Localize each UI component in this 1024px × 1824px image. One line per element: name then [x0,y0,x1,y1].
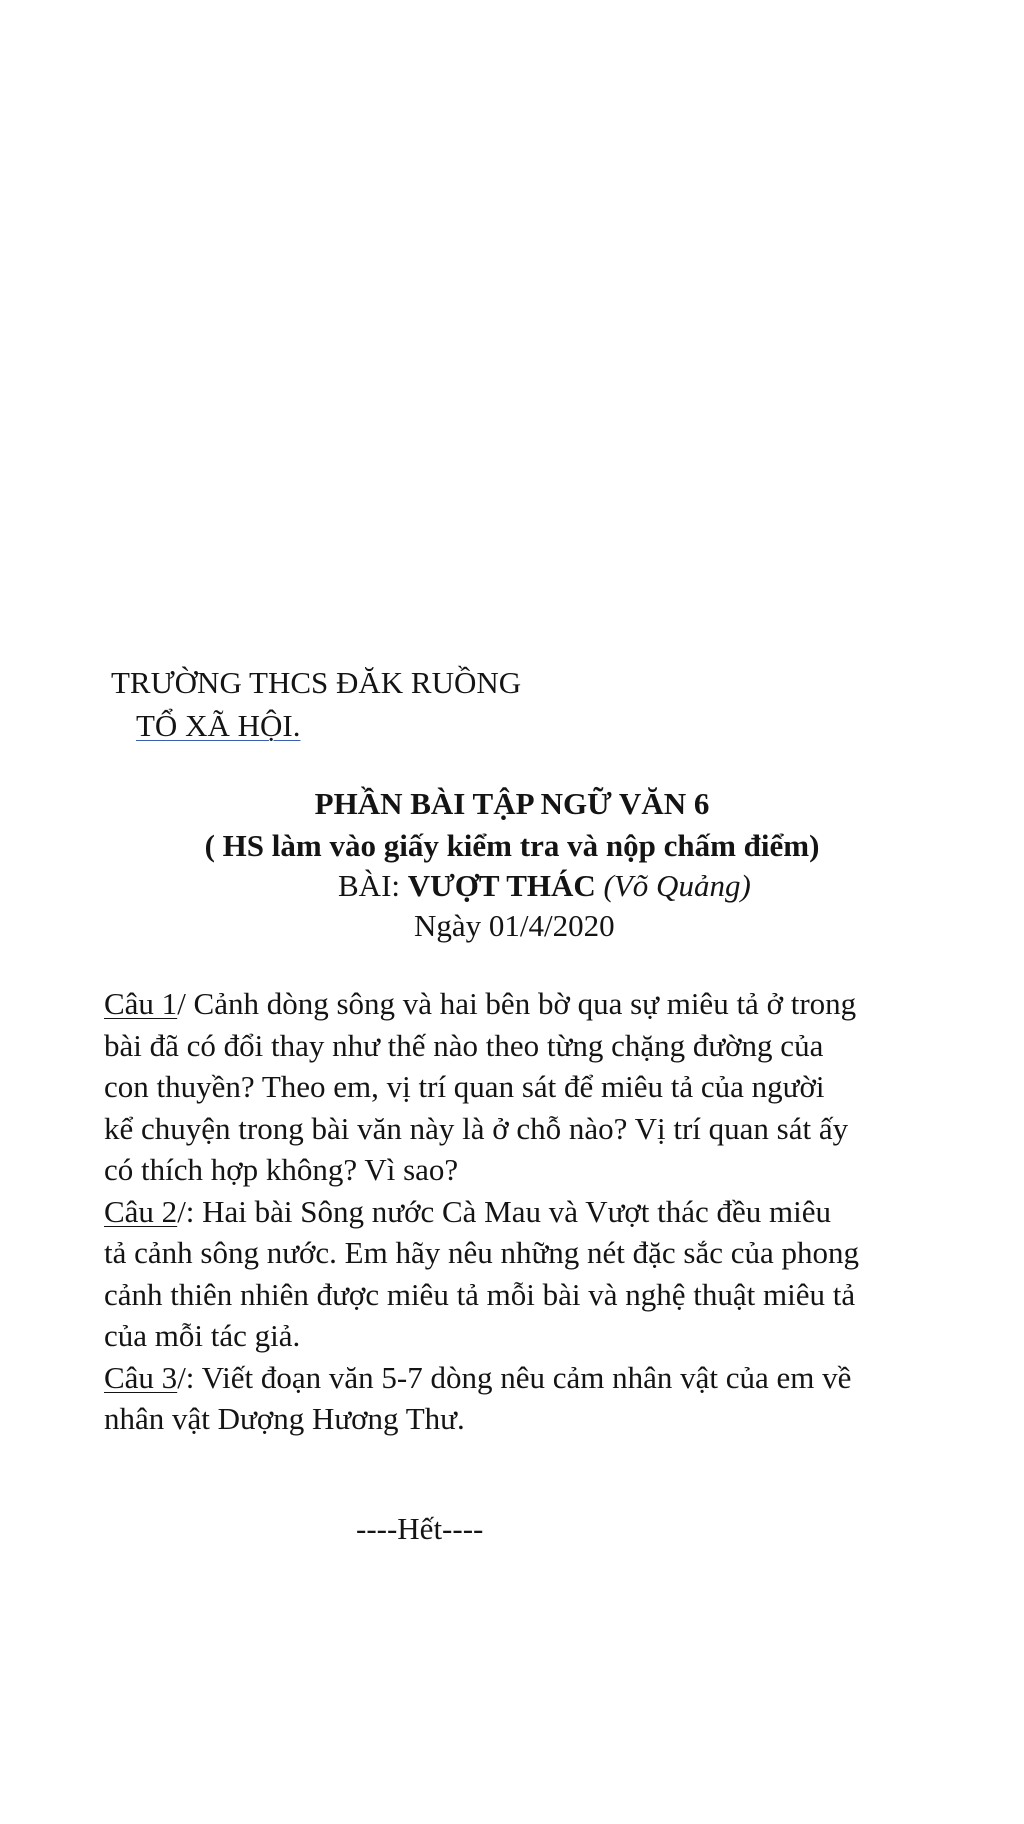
question-3-line-2: nhân vật Dượng Hương Thư. [104,1401,465,1436]
school-name: TRƯỜNG THCS ĐĂK RUỒNG [111,665,522,700]
department-name [136,707,300,745]
questions-block [104,983,964,1440]
lesson-prefix: BÀI: [338,868,408,903]
question-2-line-2: tả cảnh sông nước. Em hãy nêu những nét đặc sắc của phong [104,1235,860,1270]
lesson-author: (Võ Quảng) [603,868,751,903]
question-3-line-1: Câu 3/: Viết đoạn văn 5-7 dòng nêu cảm nhân vật của em về [104,1359,852,1395]
question-1-label: Câu 1 [104,986,178,1021]
question-1-line-3: con thuyền? Theo em, vị trí quan sát để miêu tả của người [104,1069,825,1104]
question-1-line-2: bài đã có đổi thay như thế nào theo từng chặng đường của [104,1027,824,1063]
lesson-line [338,867,751,905]
lesson-name: VƯỢT THÁC [407,868,596,903]
question-1-line-5: có thích hợp không? Vì sao? [104,1152,459,1187]
question-1-line-1: Câu 1/ Cảnh dòng sông và hai bên bờ qua sự miêu tả ở trong [104,986,857,1021]
assignment-title: PHẦN BÀI TẬP NGỮ VĂN 6 [314,786,710,821]
end-mark: ----Hết---- [356,1511,484,1546]
department-text: TỔ XÃ HỘI. [136,708,301,743]
question-2-line-3: cảnh thiên nhiên được miêu tả mỗi bài và nghệ thuật miêu tả [104,1276,856,1312]
question-2-label: Câu 2 [104,1193,178,1229]
question-1-line-4: kể chuyện trong bài văn này là ở chỗ nào? Vị trí quan sát ấy [104,1110,849,1146]
question-3-label: Câu 3 [104,1359,178,1395]
question-2-line-4: của mỗi tác giả. [104,1318,301,1353]
question-2-line-1: Câu 2/: Hai bài Sông nước Cà Mau và Vượt thác đều miêu [104,1193,832,1229]
assignment-date: Ngày 01/4/2020 [414,908,615,943]
assignment-instruction: ( HS làm vào giấy kiểm tra và nộp chấm điểm) [204,828,820,863]
